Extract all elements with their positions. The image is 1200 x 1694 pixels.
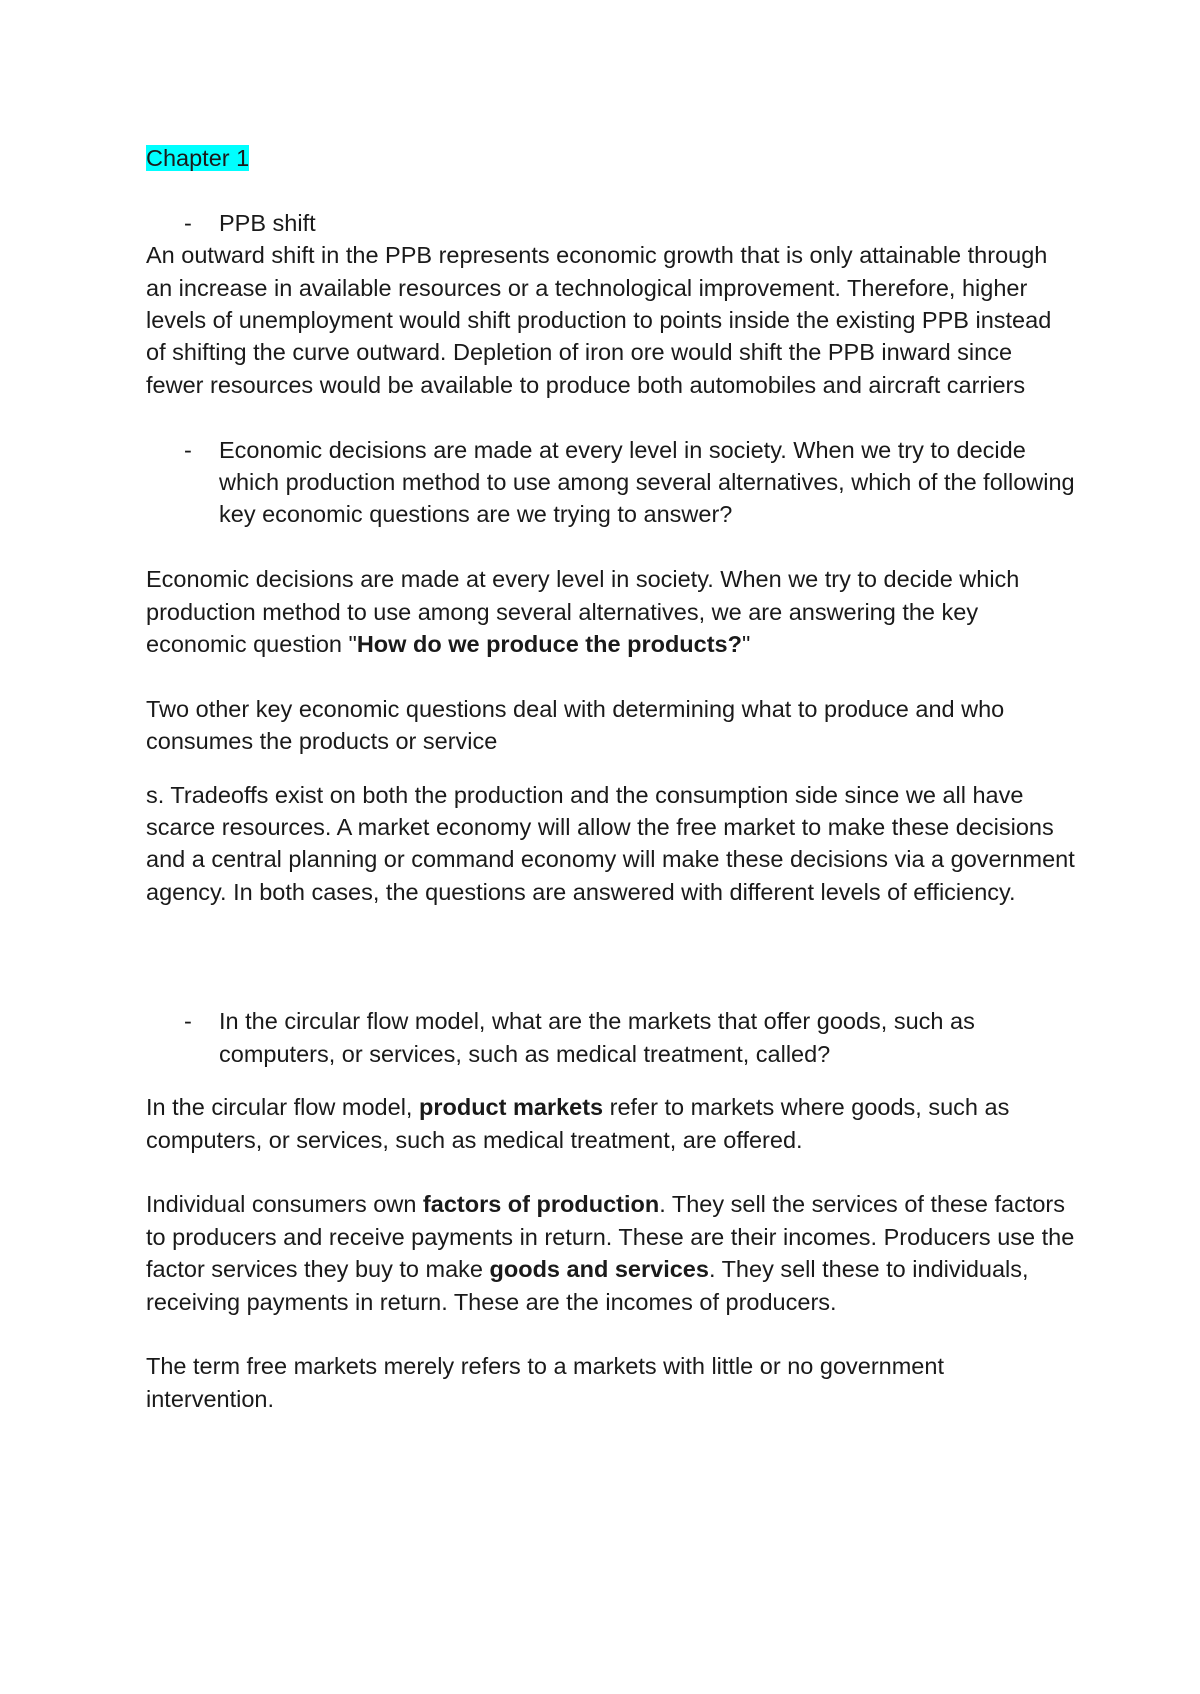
product-markets-bold: product markets <box>418 1094 604 1121</box>
factors-bold-1: factors of production <box>422 1191 660 1218</box>
chapter-title: Chapter 1 <box>146 145 250 171</box>
bullet-text: Economic decisions are made at every level in society. When we try to decide which production method to use among several alternatives, which of the following key economic questions are we trying to answer? <box>219 436 1075 528</box>
factors-text-a: Individual consumers own <box>146 1191 423 1218</box>
spacer <box>146 1156 1076 1188</box>
spacer <box>146 908 1076 1005</box>
factors-text-b: . They sell the services of these factors to producers and receive payments in return. These are their incomes. Producers use the factor services they buy to make <box>146 1191 1075 1283</box>
bullet-dash: - <box>184 436 192 463</box>
paragraph-product-markets <box>146 1091 1076 1156</box>
chapter-heading <box>146 142 1076 174</box>
document-page <box>146 142 1076 1415</box>
spacer <box>146 531 1076 563</box>
bullet-circular-flow-question <box>146 1005 1076 1070</box>
answer-bold-question: How do we produce the products? <box>356 631 742 658</box>
spacer <box>146 401 1076 433</box>
paragraph-other-questions: Two other key economic questions deal with determining what to produce and who consumes the products or service <box>146 695 1005 755</box>
factors-text-c: . They sell these to individuals, receiving payments in return. These are the incomes of producers. <box>146 1256 1029 1315</box>
paragraph-tradeoffs: s. Tradeoffs exist on both the production and the consumption side since we all have scarce resources. A market economy will allow the free market to make these decisions and a central planning or command economy will make these decisions via a government agency. In both cases, the questions are answered with different levels of efficiency. <box>146 781 1075 905</box>
paragraph-economic-decisions-answer <box>146 563 1076 660</box>
paragraph-free-markets: The term free markets merely refers to a markets with little or no government intervention. <box>146 1353 944 1412</box>
product-markets-post: refer to markets where goods, such as computers, or services, such as medical treatment, are offered. <box>146 1094 1010 1153</box>
answer-text-pre: Economic decisions are made at every level in society. When we try to decide which production method to use among several alternatives, we are answering the key economic question " <box>146 566 1020 658</box>
spacer <box>146 1070 1076 1091</box>
answer-text-post: " <box>741 631 751 658</box>
spacer <box>146 1318 1076 1350</box>
bullet-ppb-shift <box>146 207 1076 239</box>
bullet-text: PPB shift <box>219 209 316 236</box>
product-markets-pre: In the circular flow model, <box>146 1094 419 1121</box>
bullet-dash: - <box>184 209 192 236</box>
paragraph-ppb-explanation: An outward shift in the PPB represents economic growth that is only attainable through an increase in available resources or a technological improvement. Therefore, higher levels of unemployment would shift production to points inside the existing PPB instead of shifting the curve outward. Depletion of iron ore would shift the PPB inward since fewer resources would be available to produce both automobiles and aircraft carriers <box>146 242 1052 398</box>
bullet-text: In the circular flow model, what are the markets that offer goods, such as computers, or services, such as medical treatment, called? <box>219 1008 975 1067</box>
factors-bold-2: goods and services <box>489 1256 709 1283</box>
spacer <box>146 660 1076 692</box>
bullet-dash: - <box>184 1008 192 1035</box>
bullet-economic-decisions-question <box>146 434 1076 531</box>
spacer <box>146 758 1076 779</box>
paragraph-factors-of-production <box>146 1188 1076 1318</box>
